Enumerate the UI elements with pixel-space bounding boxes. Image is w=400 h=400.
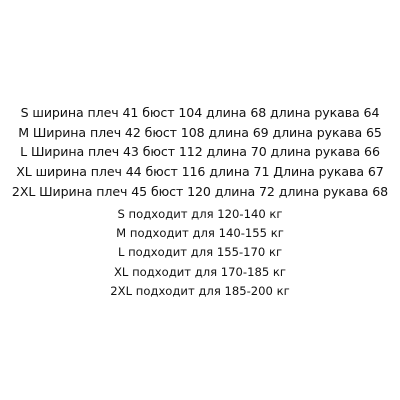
measurement-row-s: S ширина плеч 41 бюст 104 длина 68 длина рукава 64 [20,105,380,120]
measurement-row-l: L Ширина плеч 43 бюст 112 длина 70 длина рукава 66 [20,144,380,160]
fit-row-l: L подходит для 155-170 кг [117,245,283,260]
fit-row-xl: XL подходит для 170-185 кг [113,264,287,279]
fit-row-s: S подходит для 120-140 кг [117,207,283,221]
measurement-row-m: M Ширина плеч 42 бюст 108 длина 69 длина рукава 65 [18,124,382,140]
measurement-row-2xl: 2XL Ширина плеч 45 бюст 120 длина 72 длина рукава 68 [11,183,389,199]
measurement-row-xl: XL ширина плеч 44 бюст 116 длина 71 Длина рукава 67 [16,164,384,180]
fit-row-2xl: 2XL подходит для 185-200 кг [110,283,290,298]
weight-fit-list [0,205,400,301]
fit-row-m: M подходит для 140-155 кг [116,226,284,241]
measurements-list [0,103,400,202]
